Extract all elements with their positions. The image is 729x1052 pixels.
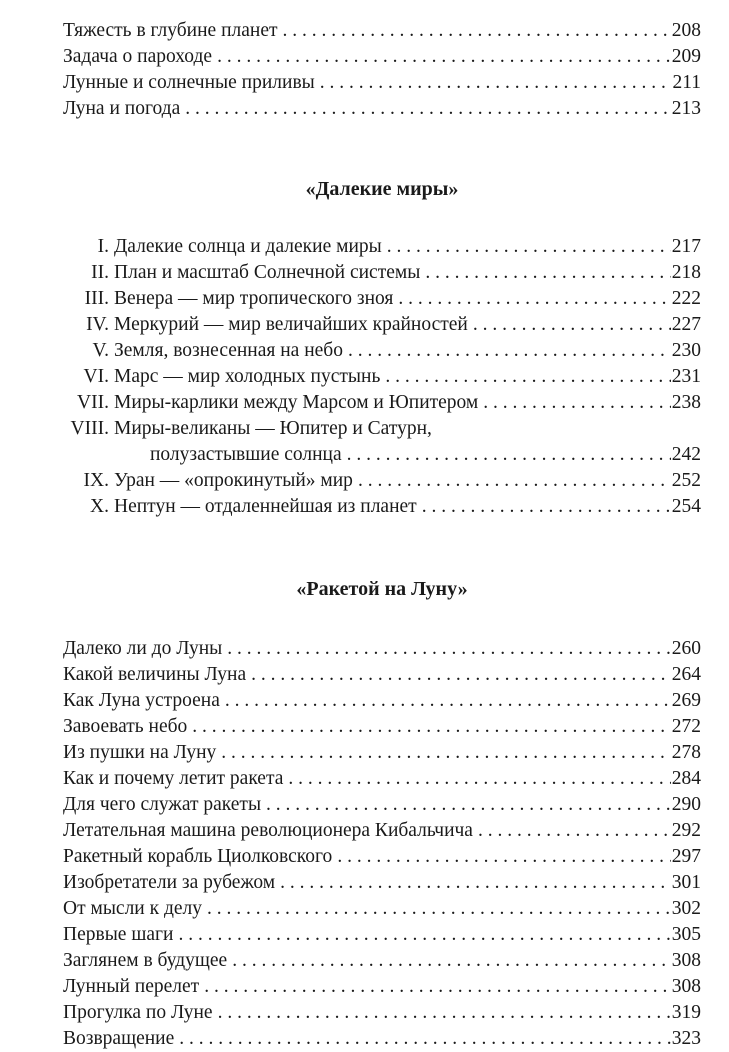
page-number: 292	[671, 820, 701, 841]
entry-title: Первые шаги	[63, 924, 174, 945]
page-number: 260	[671, 638, 701, 659]
toc-entry[interactable]	[63, 662, 701, 688]
page-number: 278	[671, 742, 701, 763]
page-number: 272	[671, 716, 701, 737]
entry-title: Лунный перелет	[63, 976, 200, 997]
leader-dots	[320, 70, 672, 96]
leader-dots	[347, 442, 671, 468]
leader-dots	[387, 234, 671, 260]
entry-title-continuation: полузастывшие солнца	[150, 444, 342, 465]
toc-entry[interactable]	[63, 70, 701, 96]
entry-title: Изобретатели за рубежом	[63, 872, 276, 893]
page-number: 319	[671, 1002, 701, 1023]
entry-title: Какой величины Луна	[63, 664, 247, 685]
entry-title: Завоевать небо	[63, 716, 188, 737]
entry-title: Лунные и солнечные приливы	[63, 72, 315, 93]
toc-entry[interactable]	[63, 792, 701, 818]
chapter-number: IX.	[83, 470, 109, 491]
page-number: 297	[671, 846, 701, 867]
toc-entry[interactable]	[63, 96, 701, 122]
entry-title	[63, 312, 468, 338]
chapter-title: Марс — мир холодных пустынь	[114, 366, 381, 387]
toc-entry-continuation[interactable]	[63, 442, 701, 468]
toc-entry[interactable]	[63, 1000, 701, 1026]
leader-dots	[227, 636, 671, 662]
page-number: 305	[671, 924, 701, 945]
leader-dots	[358, 468, 671, 494]
toc-entry[interactable]	[63, 338, 701, 364]
leader-dots	[473, 312, 671, 338]
leader-dots	[348, 338, 671, 364]
page-number: 308	[671, 950, 701, 971]
entry-title: Как и почему летит ракета	[63, 768, 284, 789]
entry-title	[63, 286, 393, 312]
page-number: 222	[671, 288, 701, 309]
chapter-title: Миры-карлики между Марсом и Юпитером	[114, 392, 479, 413]
page-number: 231	[671, 366, 701, 387]
toc-entry[interactable]	[63, 312, 701, 338]
page-number: 284	[671, 768, 701, 789]
chapter-number: III.	[84, 288, 109, 309]
page-number: 208	[671, 20, 701, 41]
toc-entry[interactable]	[63, 688, 701, 714]
toc-entry[interactable]	[63, 818, 701, 844]
leader-dots	[207, 896, 671, 922]
chapter-number: VII.	[77, 392, 109, 413]
entry-title	[63, 338, 343, 364]
chapter-title: Земля, вознесенная на небо	[114, 340, 343, 361]
leader-dots	[280, 870, 671, 896]
page-number: 254	[671, 496, 701, 517]
entry-title: Далеко ли до Луны	[63, 638, 223, 659]
toc-entry[interactable]	[63, 636, 701, 662]
leader-dots	[204, 974, 671, 1000]
toc-entry[interactable]	[63, 922, 701, 948]
chapter-number: IV.	[86, 314, 109, 335]
chapter-number: II.	[91, 262, 109, 283]
section-distant-worlds-entries	[63, 234, 701, 520]
page-number: 211	[672, 72, 701, 93]
leader-dots	[185, 96, 671, 122]
chapter-number: V.	[92, 340, 109, 361]
section-heading-distant-worlds: «Далекие миры»	[305, 178, 459, 200]
page-number: 264	[671, 664, 701, 685]
page-number: 308	[671, 976, 701, 997]
chapter-title: Уран — «опрокинутый» мир	[114, 470, 353, 491]
chapter-title: Меркурий — мир величайших крайностей	[114, 314, 468, 335]
page-number: 252	[671, 470, 701, 491]
leader-dots	[288, 766, 670, 792]
section-heading-rocket-to-moon: «Ракетой на Луну»	[296, 578, 468, 600]
toc-entry[interactable]	[63, 390, 701, 416]
leader-dots	[483, 390, 670, 416]
entry-title: Ракетный корабль Циолковского	[63, 846, 333, 867]
leader-dots	[221, 740, 670, 766]
chapter-title: Далекие солнца и далекие миры	[114, 236, 382, 257]
chapter-title: Нептун — отдаленнейшая из планет	[114, 496, 417, 517]
entry-title: Как Луна устроена	[63, 690, 220, 711]
leader-dots	[192, 714, 670, 740]
page-number: 301	[671, 872, 701, 893]
page-number: 230	[671, 340, 701, 361]
leader-dots	[478, 818, 671, 844]
toc-entry[interactable]	[63, 18, 701, 44]
entry-title: Из пушки на Луну	[63, 742, 217, 763]
chapter-title: Венера — мир тропического зноя	[114, 288, 394, 309]
leader-dots	[422, 494, 671, 520]
toc-entry[interactable]	[63, 260, 701, 286]
intro-entries	[63, 18, 701, 122]
chapter-title: План и масштаб Солнечной системы	[114, 262, 421, 283]
entry-title: Заглянем в будущее	[63, 950, 228, 971]
toc-entry[interactable]	[63, 948, 701, 974]
chapter-number: I.	[97, 236, 109, 257]
entry-title	[63, 468, 353, 494]
toc-entry[interactable]	[63, 714, 701, 740]
entry-title	[63, 260, 420, 286]
toc-entry[interactable]	[63, 364, 701, 390]
entry-title: Тяжесть в глубине планет	[63, 20, 278, 41]
toc-entry[interactable]	[63, 234, 701, 260]
leader-dots	[385, 364, 670, 390]
entry-title	[63, 234, 382, 260]
chapter-number: X.	[90, 496, 109, 517]
leader-dots	[217, 44, 671, 70]
entry-title	[63, 364, 380, 390]
leader-dots	[218, 1000, 671, 1026]
toc-entry[interactable]	[63, 766, 701, 792]
toc-entry[interactable]	[63, 1026, 701, 1052]
leader-dots	[225, 688, 671, 714]
page-number: 227	[671, 314, 701, 335]
toc-entry[interactable]	[63, 740, 701, 766]
page-number: 218	[671, 262, 701, 283]
toc-entry[interactable]	[63, 494, 701, 520]
section-rocket-to-moon-entries	[63, 636, 701, 1052]
toc-entry[interactable]	[63, 974, 701, 1000]
toc-entry[interactable]	[63, 468, 701, 494]
page-number: 269	[671, 690, 701, 711]
leader-dots	[251, 662, 671, 688]
leader-dots	[398, 286, 670, 312]
toc-entry[interactable]	[63, 896, 701, 922]
page-number: 323	[671, 1028, 701, 1049]
entry-title	[63, 494, 417, 520]
toc-entry[interactable]	[63, 44, 701, 70]
page-number: 302	[671, 898, 701, 919]
leader-dots	[232, 948, 671, 974]
leader-dots	[283, 18, 671, 44]
chapter-number: VI.	[83, 366, 109, 387]
page-number: 213	[671, 98, 701, 119]
toc-entry[interactable]	[63, 286, 701, 312]
entry-title	[63, 416, 432, 442]
page-number: 290	[671, 794, 701, 815]
leader-dots	[179, 1026, 670, 1052]
page-number: 209	[671, 46, 701, 67]
toc-entry[interactable]	[63, 844, 701, 870]
page-number: 217	[671, 236, 701, 257]
leader-dots	[425, 260, 670, 286]
entry-title: Для чего служат ракеты	[63, 794, 262, 815]
entry-title: От мысли к делу	[63, 898, 203, 919]
entry-title: Задача о пароходе	[63, 46, 213, 67]
page-number: 238	[671, 392, 701, 413]
leader-dots	[178, 922, 670, 948]
leader-dots	[337, 844, 670, 870]
entry-title: Луна и погода	[63, 98, 181, 119]
toc-entry[interactable]	[63, 870, 701, 896]
chapter-number: VIII.	[70, 418, 109, 439]
toc-entry-first-line[interactable]	[63, 416, 701, 442]
entry-title: Прогулка по Луне	[63, 1002, 213, 1023]
table-of-contents	[63, 18, 701, 1052]
leader-dots	[266, 792, 671, 818]
page-number: 242	[671, 444, 701, 465]
chapter-title: Миры-великаны — Юпитер и Сатурн,	[114, 418, 432, 439]
entry-title	[63, 390, 478, 416]
entry-title: Летательная машина революционера Кибальчича	[63, 820, 473, 841]
entry-title: Возвращение	[63, 1028, 175, 1049]
